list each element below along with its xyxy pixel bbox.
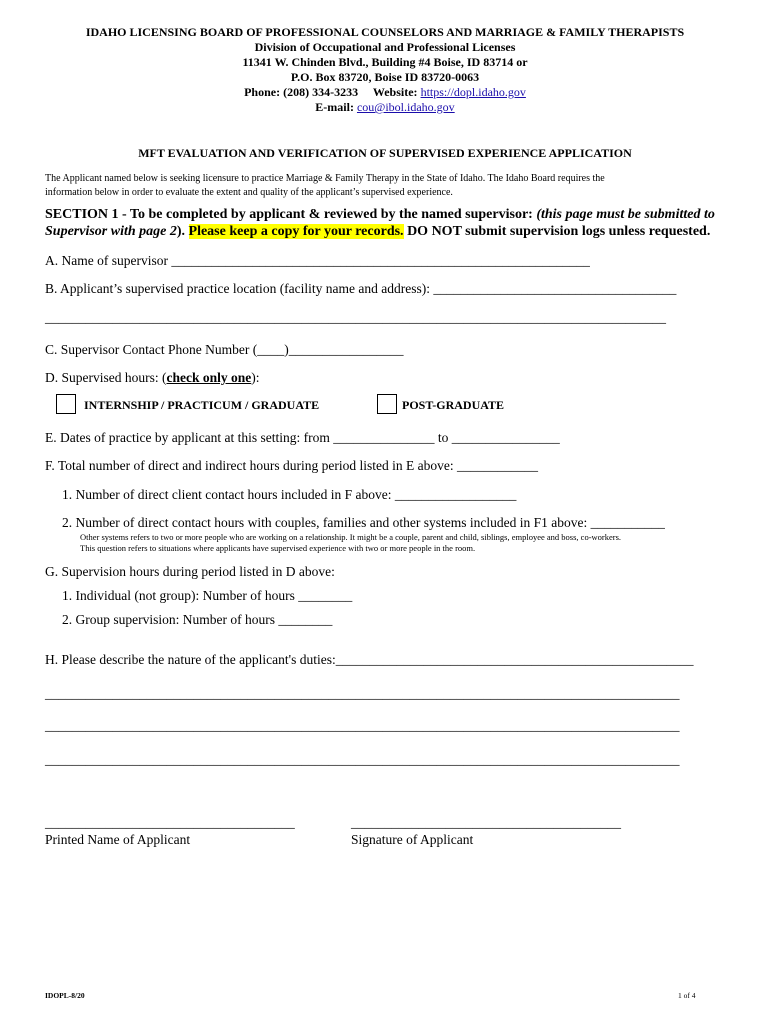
- intro-line-2: information below in order to evaluate the extent and quality of the applicant’s supervised experience.: [45, 187, 453, 198]
- field-b-location-line-2[interactable]: ____________________________________________________________________________________________: [45, 310, 666, 325]
- field-e-practice-dates[interactable]: E. Dates of practice by applicant at this setting: from _______________ to ________________: [45, 430, 560, 445]
- page-number: 1 of 4: [678, 991, 696, 1000]
- division-name: Division of Occupational and Professional Licenses: [254, 40, 516, 54]
- field-g2-group-hours[interactable]: 2. Group supervision: Number of hours ________: [62, 612, 333, 627]
- field-f1-direct-hours[interactable]: 1. Number of direct client contact hours included in F above: __________________: [62, 487, 517, 502]
- post-graduate-checkbox[interactable]: [377, 394, 397, 414]
- field-g-supervision-hours: G. Supervision hours during period listed in D above:: [45, 564, 335, 579]
- internship-label: INTERNSHIP / PRACTICUM / GRADUATE: [84, 398, 320, 412]
- form-title: MFT EVALUATION AND VERIFICATION OF SUPERVISED EXPERIENCE APPLICATION: [138, 146, 632, 160]
- section1-line-2: [45, 224, 710, 240]
- field-d-prefix: D. Supervised hours: (: [45, 370, 167, 385]
- keep-copy-highlight: Please keep a copy for your records.: [188, 224, 404, 239]
- field-d-suffix: ):: [251, 370, 260, 385]
- f2-note-line-1: Other systems refers to two or more people who are working on a relationship. It might be a couple, parent and child, siblings, employee and boss, co-workers.: [80, 532, 622, 542]
- duties-line-3[interactable]: ______________________________________________________________________________________________: [45, 752, 680, 767]
- phone-label: Phone: (208) 334-3233: [244, 85, 359, 99]
- address-line-1: 11341 W. Chinden Blvd., Building #4 Boise, ID 83714 or: [242, 55, 528, 69]
- email-link[interactable]: cou@ibol.idaho.gov: [356, 100, 455, 114]
- email-line: [0, 100, 770, 115]
- field-h-duties[interactable]: H. Please describe the nature of the applicant's duties:_____________________________________________________: [45, 652, 694, 667]
- field-d-emphasis: check only one: [166, 370, 252, 385]
- form-code: IDOPL-8/20: [45, 991, 85, 1000]
- section1-italic-2: Supervisor with page 2: [45, 224, 177, 239]
- field-b-practice-location[interactable]: B. Applicant’s supervised practice location (facility name and address): ____________________________________: [45, 281, 677, 296]
- printed-name-label: Printed Name of Applicant: [45, 832, 191, 847]
- website-label: Website:: [372, 85, 418, 99]
- signature-label: Signature of Applicant: [351, 832, 474, 847]
- section1-lead: SECTION 1 - To be completed by applicant & reviewed by the named supervisor:: [45, 207, 533, 222]
- field-f-total-hours[interactable]: F. Total number of direct and indirect hours during period listed in E above: ____________: [45, 458, 539, 473]
- field-g1-individual-hours[interactable]: 1. Individual (not group): Number of hours ________: [62, 588, 353, 603]
- section1-close: ).: [176, 224, 186, 239]
- internship-checkbox[interactable]: [56, 394, 76, 414]
- intro-line-1: The Applicant named below is seeking licensure to practice Marriage & Family Therapy in the State of Idaho. The Idaho Board requires the: [45, 173, 605, 184]
- duties-line-1[interactable]: ______________________________________________________________________________________________: [45, 686, 680, 701]
- website-link[interactable]: https://dopl.idaho.gov: [420, 85, 526, 99]
- field-d-supervised-hours: [45, 370, 260, 386]
- post-graduate-label: POST-GRADUATE: [402, 398, 505, 412]
- field-f2-systems-hours[interactable]: 2. Number of direct contact hours with couples, families and other systems included in F1 above: ___________: [62, 515, 665, 530]
- duties-line-2[interactable]: ______________________________________________________________________________________________: [45, 718, 680, 733]
- section1-italic-1: (this page must be submitted to: [536, 207, 715, 222]
- address-line-2: P.O. Box 83720, Boise ID 83720-0063: [290, 70, 480, 84]
- email-label: E-mail:: [315, 100, 354, 114]
- contact-line: [0, 85, 770, 100]
- f2-note-line-2: This question refers to situations where applicants have supervised experience with two or more people in the room.: [80, 543, 476, 553]
- signature-line[interactable]: ________________________________________: [351, 815, 621, 830]
- field-a-supervisor-name[interactable]: A. Name of supervisor ______________________________________________________________: [45, 253, 590, 268]
- section1-line-1: [45, 207, 715, 223]
- printed-name-line[interactable]: _____________________________________: [45, 815, 295, 830]
- section1-tail: DO NOT submit supervision logs unless requested.: [407, 224, 711, 239]
- field-c-supervisor-phone[interactable]: C. Supervisor Contact Phone Number (____)_________________: [45, 342, 404, 357]
- board-title: IDAHO LICENSING BOARD OF PROFESSIONAL COUNSELORS AND MARRIAGE & FAMILY THERAPISTS: [85, 25, 685, 39]
